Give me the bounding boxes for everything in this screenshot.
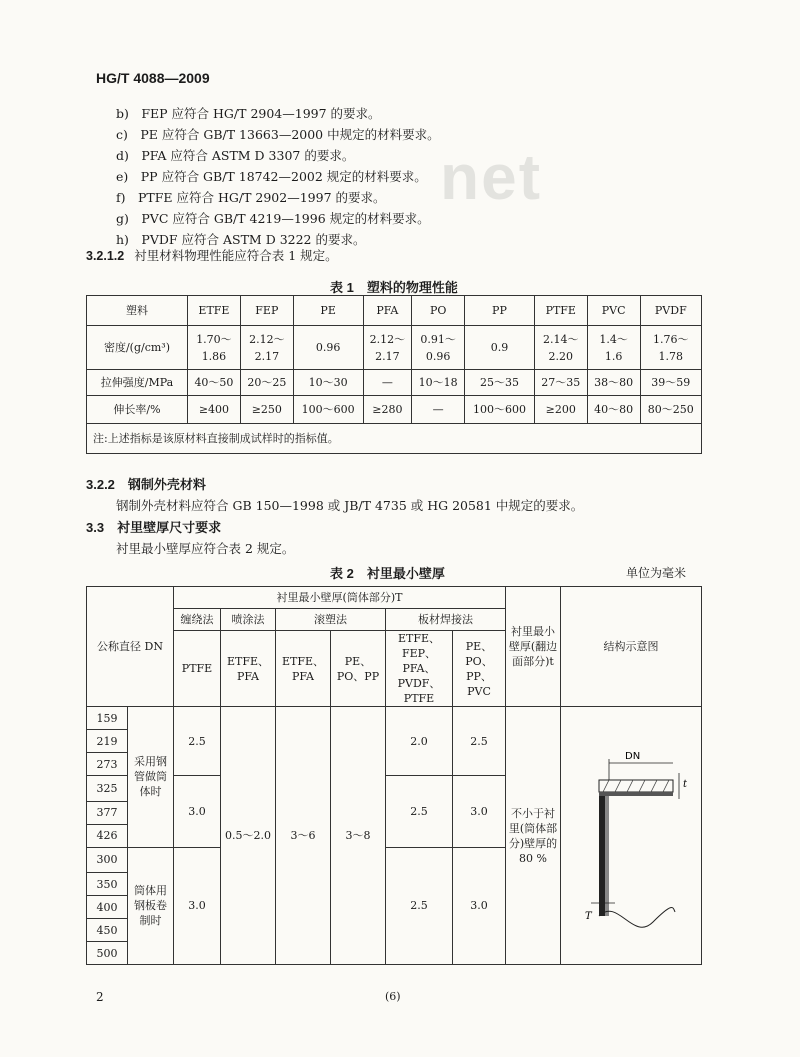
table-header: PTFE <box>534 296 587 326</box>
table-cell: 2.12～ 2.17 <box>240 326 293 370</box>
flange-hatch <box>603 780 669 792</box>
table1-caption: 表 1 塑料的物理性能 <box>330 280 458 295</box>
table-cell: 3.0 <box>174 776 221 848</box>
dn-cell: 400 <box>87 896 128 919</box>
material-list <box>116 103 440 250</box>
shell-wall <box>599 796 605 916</box>
clause-3-2-1-2 <box>86 246 338 264</box>
table-header: PE、PO、PP、PVC <box>453 631 506 707</box>
table-cell: 100～600 <box>293 396 363 424</box>
group-cell: 筒体用钢板卷制时 <box>128 847 174 965</box>
table1-physical-properties <box>86 295 702 454</box>
table-cell: 1.4～ 1.6 <box>587 326 640 370</box>
dn-cell: 500 <box>87 942 128 965</box>
dn-cell: 450 <box>87 919 128 942</box>
table-cell: 3.0 <box>174 847 221 965</box>
table-cell: ≥400 <box>188 396 241 424</box>
table-row <box>87 370 702 396</box>
table-header: 滚塑法 <box>276 609 386 631</box>
structure-diagram-svg <box>563 707 699 960</box>
table-cell: 2.12～ 2.17 <box>363 326 412 370</box>
dn-cell: 300 <box>87 847 128 873</box>
lining-wall <box>605 796 609 916</box>
table-cell: ≥250 <box>240 396 293 424</box>
break-line <box>599 908 675 928</box>
table-header: ETFE <box>188 296 241 326</box>
dn-cell: 273 <box>87 753 128 776</box>
watermark: net <box>440 141 542 213</box>
table-cell: 100～600 <box>465 396 535 424</box>
list-item: g) PVC 应符合 GB/T 4219—1996 规定的材料要求。 <box>116 211 430 226</box>
page-number: 2 <box>96 990 104 1004</box>
table-cell: 2.5 <box>386 847 453 965</box>
list-item: f) PTFE 应符合 HG/T 2902—1997 的要求。 <box>116 190 386 205</box>
table-cell: 27～35 <box>534 370 587 396</box>
table-header: PO <box>412 296 465 326</box>
table-header: 结构示意图 <box>561 587 702 707</box>
table-cell: 40～50 <box>188 370 241 396</box>
table-cell: 2.14～ 2.20 <box>534 326 587 370</box>
table2-caption: 表 2 衬里最小壁厚 <box>330 566 445 581</box>
list-item: d) PFA 应符合 ASTM D 3307 的要求。 <box>116 148 355 163</box>
table-header: 衬里最小壁厚(翻边面部分)t <box>506 587 561 707</box>
table-header: PFA <box>363 296 412 326</box>
table2-unit: 单位为毫米 <box>626 566 687 580</box>
table-cell: 20～25 <box>240 370 293 396</box>
list-item: c) PE 应符合 GB/T 13663—2000 中规定的材料要求。 <box>116 127 440 142</box>
section-3-3-heading: 3.3 衬里壁厚尺寸要求 <box>86 520 222 535</box>
list-item: e) PP 应符合 GB/T 18742—2002 规定的材料要求。 <box>116 169 427 184</box>
dn-cell: 350 <box>87 873 128 896</box>
table-cell: ≥200 <box>534 396 587 424</box>
flange-plate <box>599 780 673 792</box>
table-header: PP <box>465 296 535 326</box>
table-header: PE、PO、PP <box>331 631 386 707</box>
table-header: 喷涂法 <box>221 609 276 631</box>
dn-cell: 377 <box>87 801 128 824</box>
table-cell: 10～30 <box>293 370 363 396</box>
table-header: 缠绕法 <box>174 609 221 631</box>
list-item: h) PVDF 应符合 ASTM D 3222 的要求。 <box>116 232 366 247</box>
page-sequence: (6) <box>385 990 401 1003</box>
dn-label: DN <box>625 751 641 762</box>
table-header: 板材焊接法 <box>386 609 506 631</box>
T-label: T <box>585 911 592 922</box>
table-row <box>87 396 702 424</box>
table-header: 公称直径 DN <box>87 587 174 707</box>
clause-number: 3.2.1.2 <box>86 249 125 263</box>
table-header: 塑料 <box>87 296 188 326</box>
table-cell: 密度/(g/cm³) <box>87 326 188 370</box>
document-code: HG/T 4088—2009 <box>96 70 210 86</box>
table-cell: — <box>412 396 465 424</box>
table-cell: 2.5 <box>453 707 506 776</box>
table-row <box>87 326 702 370</box>
dn-cell: 159 <box>87 707 128 730</box>
table1-note: 注:上述指标是该原材料直接制成试样时的指标值。 <box>87 424 702 454</box>
table-cell: 2.0 <box>386 707 453 776</box>
table-cell: 0.9 <box>465 326 535 370</box>
table-header: ETFE、PFA <box>276 631 331 707</box>
table-header: PE <box>293 296 363 326</box>
table-cell: 0.91～ 0.96 <box>412 326 465 370</box>
table-header: PTFE <box>174 631 221 707</box>
table-cell: 0.96 <box>293 326 363 370</box>
list-item: b) FEP 应符合 HG/T 2904—1997 的要求。 <box>116 106 381 121</box>
table-cell: 38～80 <box>587 370 640 396</box>
section-3-2-2-heading: 3.2.2 钢制外壳材料 <box>86 477 206 492</box>
section-3-3-text: 衬里最小壁厚应符合表 2 规定。 <box>116 541 295 556</box>
table-cell: 80～250 <box>640 396 701 424</box>
table-cell: 25～35 <box>465 370 535 396</box>
table-cell: 3～6 <box>276 707 331 965</box>
dn-cell: 325 <box>87 776 128 802</box>
table-cell: 2.5 <box>386 776 453 848</box>
table-header: 衬里最小壁厚(筒体部分)T <box>174 587 506 609</box>
structure-diagram <box>561 707 702 965</box>
table-header: ETFE、PFA <box>221 631 276 707</box>
table-cell: 2.5 <box>174 707 221 776</box>
table-cell: 40～80 <box>587 396 640 424</box>
table-cell: 10～18 <box>412 370 465 396</box>
table-cell: 39～59 <box>640 370 701 396</box>
dn-cell: 426 <box>87 824 128 847</box>
table-cell: 3～8 <box>331 707 386 965</box>
table-cell: 不小于衬里(筒体部分)壁厚的 80 % <box>506 707 561 965</box>
group-cell: 采用钢管做筒体时 <box>128 707 174 848</box>
table-header: FEP <box>240 296 293 326</box>
t-label: t <box>683 779 688 790</box>
table-cell: 3.0 <box>453 776 506 848</box>
flange-lining <box>599 792 673 796</box>
table-cell: 伸长率/% <box>87 396 188 424</box>
table-header: PVC <box>587 296 640 326</box>
table-cell: 1.76～ 1.78 <box>640 326 701 370</box>
table-cell: 0.5～2.0 <box>221 707 276 965</box>
table-header: PVDF <box>640 296 701 326</box>
table-cell: 1.70～ 1.86 <box>188 326 241 370</box>
table-header: ETFE、FEP、PFA、PVDF、PTFE <box>386 631 453 707</box>
table-row <box>87 707 702 730</box>
dn-cell: 219 <box>87 730 128 753</box>
section-3-2-2-text: 钢制外壳材料应符合 GB 150—1998 或 JB/T 4735 或 HG 20581 中规定的要求。 <box>116 498 584 513</box>
table-cell: ≥280 <box>363 396 412 424</box>
table-cell: — <box>363 370 412 396</box>
table-cell: 3.0 <box>453 847 506 965</box>
clause-text: 衬里材料物理性能应符合表 1 规定。 <box>134 248 338 263</box>
table-cell: 拉伸强度/MPa <box>87 370 188 396</box>
table2-min-wall-thickness <box>86 586 702 965</box>
